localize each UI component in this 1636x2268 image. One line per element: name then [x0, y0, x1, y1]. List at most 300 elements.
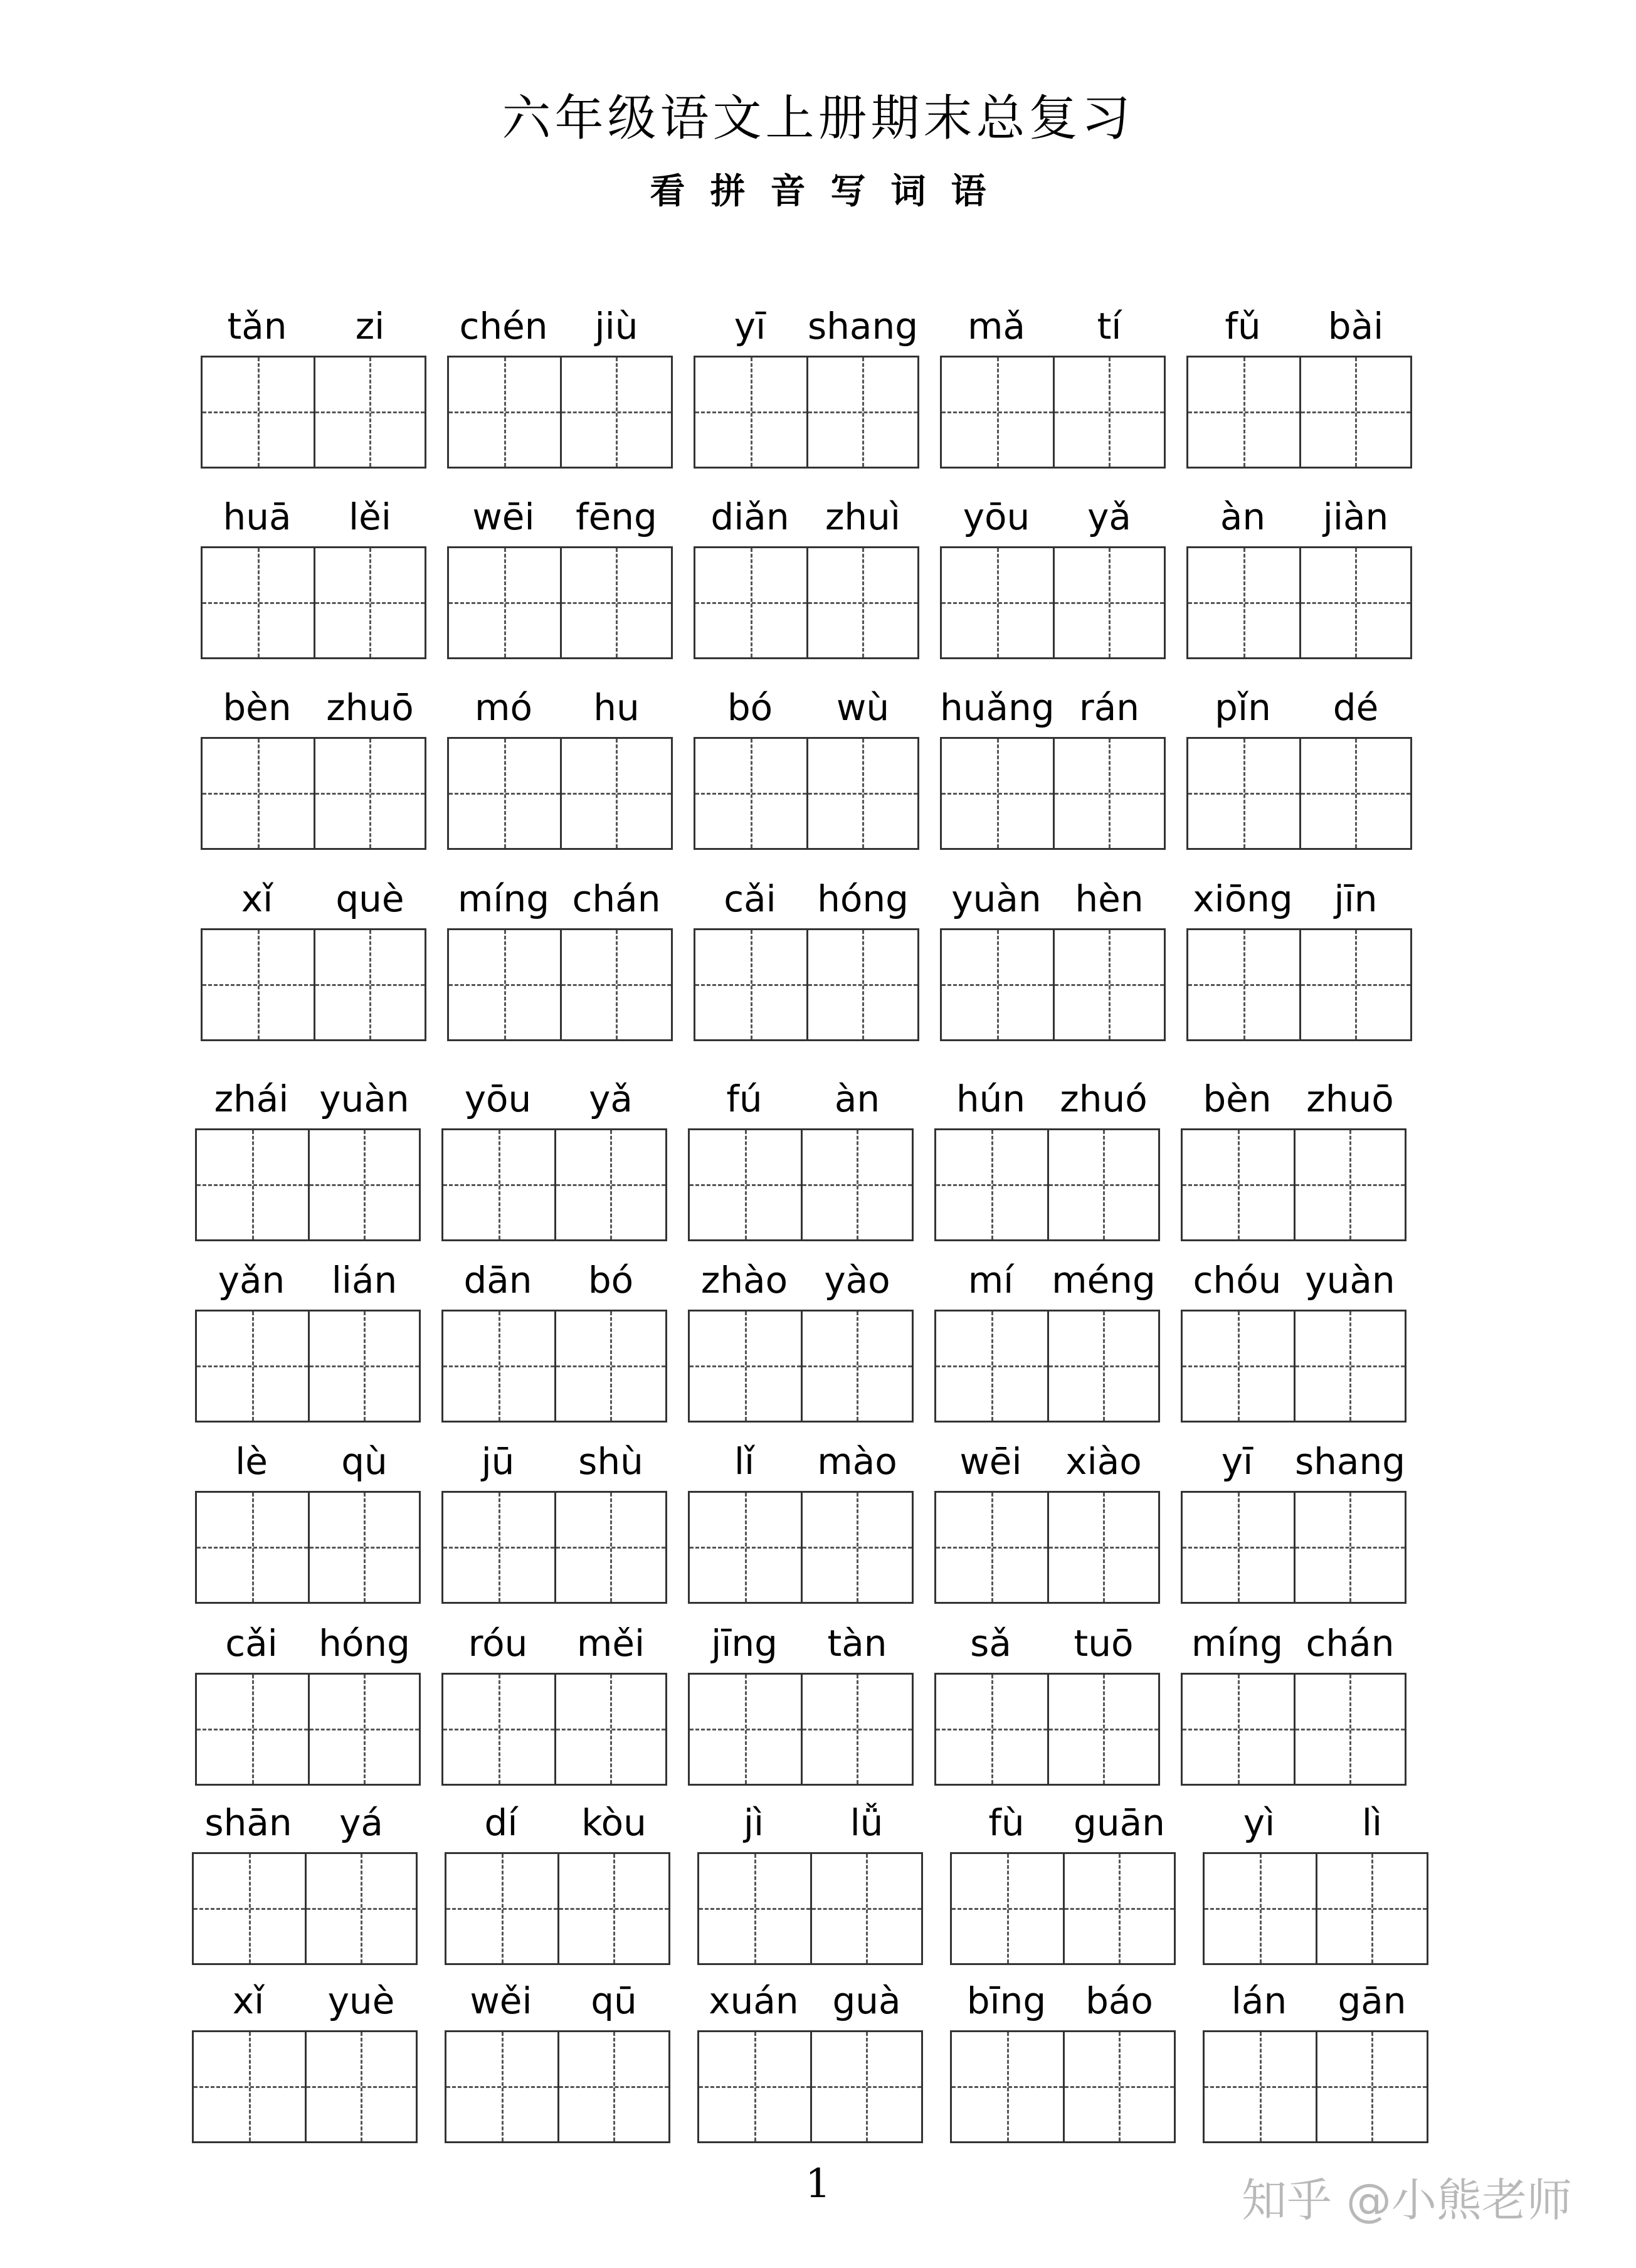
cell-horizontal-guide: [449, 793, 560, 795]
tianzige-cell[interactable]: [203, 739, 314, 848]
tianzige-cell[interactable]: [203, 358, 314, 467]
writing-grid[interactable]: [694, 546, 919, 659]
cell-horizontal-guide: [203, 793, 314, 795]
cell-horizontal-guide: [1049, 1729, 1158, 1730]
pinyin-label: wù: [836, 686, 890, 729]
cell-horizontal-guide: [562, 411, 671, 413]
cell-horizontal-guide: [315, 411, 425, 413]
pinyin-label: yī: [734, 305, 766, 347]
tianzige-cell[interactable]: [1188, 358, 1299, 467]
cell-horizontal-guide: [1188, 411, 1299, 413]
writing-grid[interactable]: [192, 2030, 418, 2143]
cell-horizontal-guide: [1296, 1547, 1405, 1549]
pinyin-label: yī: [1221, 1440, 1253, 1483]
cell-horizontal-guide: [942, 793, 1053, 795]
writing-grid[interactable]: [1203, 1852, 1428, 1965]
pinyin-label: qū: [591, 1979, 637, 2022]
cell-horizontal-guide: [812, 1908, 921, 1910]
writing-grid[interactable]: [1186, 356, 1412, 469]
cell-horizontal-guide: [310, 1729, 419, 1730]
pinyin-label: fēng: [576, 495, 657, 538]
cell-horizontal-guide: [952, 1908, 1063, 1910]
tianzige-cell[interactable]: [952, 2032, 1063, 2141]
writing-grid[interactable]: [694, 356, 919, 469]
tianzige-cell[interactable]: [557, 1854, 668, 1963]
writing-grid[interactable]: [447, 546, 673, 659]
pinyin-label: méng: [1052, 1259, 1156, 1301]
writing-grid[interactable]: [940, 356, 1166, 469]
writing-grid[interactable]: [201, 546, 426, 659]
pinyin-label: zhái: [214, 1078, 289, 1120]
cell-horizontal-guide: [803, 1184, 912, 1186]
tianzige-cell[interactable]: [942, 548, 1053, 657]
pinyin-label: rán: [1079, 686, 1140, 729]
tianzige-cell[interactable]: [557, 2032, 668, 2141]
writing-grid[interactable]: [447, 737, 673, 850]
writing-grid[interactable]: [940, 737, 1166, 850]
tianzige-cell[interactable]: [936, 1493, 1047, 1602]
writing-grid[interactable]: [445, 2030, 670, 2143]
pinyin-label: yá: [339, 1801, 383, 1844]
pinyin-label: bó: [727, 686, 773, 729]
writing-grid[interactable]: [441, 1491, 667, 1604]
cell-horizontal-guide: [808, 602, 917, 604]
cell-horizontal-guide: [203, 602, 314, 604]
pinyin-label: àn: [1220, 495, 1266, 538]
cell-horizontal-guide: [315, 984, 425, 986]
tianzige-cell[interactable]: [806, 930, 917, 1039]
tianzige-cell[interactable]: [695, 930, 806, 1039]
pinyin-label: zhuì: [825, 495, 901, 538]
tianzige-cell[interactable]: [308, 1130, 419, 1239]
pinyin-label: guà: [832, 1979, 901, 2022]
tianzige-cell[interactable]: [1047, 1675, 1158, 1784]
cell-horizontal-guide: [1296, 1184, 1405, 1186]
writing-grid[interactable]: [934, 1128, 1160, 1241]
cell-horizontal-guide: [942, 602, 1053, 604]
tianzige-cell[interactable]: [560, 548, 671, 657]
pinyin-label: zi: [355, 305, 385, 347]
writing-grid[interactable]: [441, 1673, 667, 1786]
tianzige-cell[interactable]: [801, 1130, 912, 1239]
tianzige-cell[interactable]: [1053, 739, 1164, 848]
tianzige-cell[interactable]: [305, 2032, 416, 2141]
writing-grid[interactable]: [1181, 1491, 1406, 1604]
page-title: 六年级语文上册期末总复习: [502, 90, 1134, 147]
tianzige-cell[interactable]: [1299, 739, 1410, 848]
tianzige-cell[interactable]: [554, 1675, 665, 1784]
pinyin-label: yuàn: [951, 877, 1042, 920]
cell-horizontal-guide: [936, 1729, 1047, 1730]
pinyin-label: qù: [341, 1440, 388, 1483]
tianzige-cell[interactable]: [1294, 1312, 1405, 1421]
writing-grid[interactable]: [694, 737, 919, 850]
writing-grid[interactable]: [950, 1852, 1176, 1965]
tianzige-cell[interactable]: [695, 548, 806, 657]
tianzige-cell[interactable]: [314, 548, 425, 657]
cell-horizontal-guide: [203, 411, 314, 413]
writing-grid[interactable]: [1203, 2030, 1428, 2143]
tianzige-cell[interactable]: [699, 1854, 810, 1963]
pinyin-label: tí: [1097, 305, 1122, 347]
tianzige-cell[interactable]: [308, 1312, 419, 1421]
pinyin-label: wēi: [959, 1440, 1022, 1483]
cell-horizontal-guide: [559, 1908, 668, 1910]
cell-horizontal-guide: [1317, 2086, 1427, 2088]
pinyin-label: zhuó: [1060, 1078, 1148, 1120]
writing-grid[interactable]: [934, 1673, 1160, 1786]
pinyin-label: dān: [463, 1259, 532, 1301]
cell-horizontal-guide: [1188, 793, 1299, 795]
cell-horizontal-guide: [936, 1547, 1047, 1549]
pinyin-label: yuè: [327, 1979, 395, 2022]
cell-horizontal-guide: [1183, 1729, 1294, 1730]
pinyin-label: mào: [817, 1440, 897, 1483]
pinyin-label: jīng: [711, 1622, 778, 1665]
writing-grid[interactable]: [940, 928, 1166, 1041]
cell-horizontal-guide: [936, 1365, 1047, 1367]
writing-grid[interactable]: [441, 1310, 667, 1423]
pinyin-label: pǐn: [1215, 686, 1271, 729]
writing-grid[interactable]: [201, 928, 426, 1041]
tianzige-cell[interactable]: [449, 358, 560, 467]
tianzige-cell[interactable]: [1205, 1854, 1316, 1963]
tianzige-cell[interactable]: [1047, 1312, 1158, 1421]
tianzige-cell[interactable]: [560, 358, 671, 467]
cell-horizontal-guide: [1055, 984, 1164, 986]
pinyin-label: wěi: [470, 1979, 532, 2022]
pinyin-label: zhào: [700, 1259, 788, 1301]
writing-grid[interactable]: [445, 1852, 670, 1965]
cell-horizontal-guide: [1301, 793, 1410, 795]
tianzige-cell[interactable]: [810, 1854, 921, 1963]
pinyin-label: gān: [1338, 1979, 1406, 2022]
tianzige-cell[interactable]: [203, 930, 314, 1039]
tianzige-cell[interactable]: [197, 1130, 308, 1239]
pinyin-label: fù: [988, 1801, 1025, 1844]
tianzige-cell[interactable]: [314, 930, 425, 1039]
tianzige-cell[interactable]: [942, 930, 1053, 1039]
tianzige-cell[interactable]: [1063, 1854, 1174, 1963]
tianzige-cell[interactable]: [1188, 548, 1299, 657]
tianzige-cell[interactable]: [806, 548, 917, 657]
tianzige-cell[interactable]: [1183, 1675, 1294, 1784]
tianzige-cell[interactable]: [1053, 930, 1164, 1039]
writing-grid[interactable]: [1181, 1128, 1406, 1241]
pinyin-label: yǎn: [218, 1259, 285, 1301]
writing-grid[interactable]: [195, 1491, 421, 1604]
pinyin-label: róu: [468, 1622, 528, 1665]
pinyin-label: guān: [1074, 1801, 1165, 1844]
tianzige-cell[interactable]: [194, 1854, 305, 1963]
tianzige-cell[interactable]: [1053, 548, 1164, 657]
tianzige-cell[interactable]: [449, 739, 560, 848]
writing-grid[interactable]: [940, 546, 1166, 659]
cell-horizontal-guide: [808, 793, 917, 795]
cell-horizontal-guide: [942, 411, 1053, 413]
writing-grid[interactable]: [447, 356, 673, 469]
pinyin-label: jì: [743, 1801, 764, 1844]
cell-horizontal-guide: [562, 984, 671, 986]
cell-horizontal-guide: [562, 602, 671, 604]
tianzige-cell[interactable]: [952, 1854, 1063, 1963]
tianzige-cell[interactable]: [1299, 548, 1410, 657]
tianzige-cell[interactable]: [1294, 1493, 1405, 1602]
tianzige-cell[interactable]: [443, 1675, 554, 1784]
cell-horizontal-guide: [310, 1365, 419, 1367]
tianzige-cell[interactable]: [305, 1854, 416, 1963]
cell-horizontal-guide: [1049, 1547, 1158, 1549]
pinyin-label: měi: [576, 1622, 645, 1665]
cell-horizontal-guide: [562, 793, 671, 795]
writing-grid[interactable]: [192, 1852, 418, 1965]
tianzige-cell[interactable]: [197, 1675, 308, 1784]
pinyin-label: chán: [1306, 1622, 1395, 1665]
tianzige-cell[interactable]: [942, 358, 1053, 467]
tianzige-cell[interactable]: [449, 930, 560, 1039]
pinyin-label: mí: [968, 1259, 1014, 1301]
tianzige-cell[interactable]: [443, 1130, 554, 1239]
pinyin-label: yào: [824, 1259, 890, 1301]
writing-grid[interactable]: [688, 1310, 914, 1423]
tianzige-cell[interactable]: [446, 2032, 557, 2141]
tianzige-cell[interactable]: [1053, 358, 1164, 467]
writing-grid[interactable]: [934, 1310, 1160, 1423]
writing-grid[interactable]: [697, 1852, 923, 1965]
pinyin-label: xiōng: [1193, 877, 1293, 920]
cell-horizontal-guide: [1301, 602, 1410, 604]
pinyin-label: sǎ: [970, 1622, 1011, 1665]
cell-horizontal-guide: [194, 1908, 305, 1910]
tianzige-cell[interactable]: [308, 1675, 419, 1784]
tianzige-cell[interactable]: [1294, 1675, 1405, 1784]
tianzige-cell[interactable]: [699, 2032, 810, 2141]
tianzige-cell[interactable]: [554, 1493, 665, 1602]
tianzige-cell[interactable]: [936, 1675, 1047, 1784]
tianzige-cell[interactable]: [936, 1312, 1047, 1421]
cell-horizontal-guide: [699, 1908, 810, 1910]
tianzige-cell[interactable]: [314, 739, 425, 848]
cell-horizontal-guide: [690, 1547, 801, 1549]
cell-horizontal-guide: [443, 1184, 554, 1186]
tianzige-cell[interactable]: [197, 1312, 308, 1421]
cell-horizontal-guide: [443, 1729, 554, 1730]
tianzige-cell[interactable]: [806, 358, 917, 467]
cell-horizontal-guide: [1065, 1908, 1174, 1910]
tianzige-cell[interactable]: [560, 739, 671, 848]
pinyin-label: chóu: [1193, 1259, 1282, 1301]
writing-grid[interactable]: [934, 1491, 1160, 1604]
writing-grid[interactable]: [195, 1673, 421, 1786]
cell-horizontal-guide: [695, 984, 806, 986]
tianzige-cell[interactable]: [690, 1493, 801, 1602]
pinyin-label: hu: [593, 686, 640, 729]
pinyin-label: fǔ: [1225, 305, 1261, 347]
tianzige-cell[interactable]: [801, 1312, 912, 1421]
pinyin-label: bèn: [223, 686, 292, 729]
pinyin-label: bó: [588, 1259, 634, 1301]
cell-horizontal-guide: [197, 1365, 308, 1367]
cell-horizontal-guide: [449, 411, 560, 413]
writing-grid[interactable]: [201, 737, 426, 850]
cell-horizontal-guide: [695, 411, 806, 413]
pinyin-label: lǚ: [850, 1801, 884, 1844]
cell-horizontal-guide: [556, 1365, 665, 1367]
pinyin-label: xuán: [709, 1979, 799, 2022]
tianzige-cell[interactable]: [1188, 930, 1299, 1039]
cell-horizontal-guide: [1205, 2086, 1316, 2088]
tianzige-cell[interactable]: [1047, 1130, 1158, 1239]
pinyin-label: àn: [834, 1078, 880, 1120]
writing-grid[interactable]: [447, 928, 673, 1041]
tianzige-cell[interactable]: [554, 1312, 665, 1421]
tianzige-cell[interactable]: [203, 548, 314, 657]
cell-horizontal-guide: [803, 1365, 912, 1367]
pinyin-label: lěi: [349, 495, 391, 538]
pinyin-label: chán: [572, 877, 661, 920]
tianzige-cell[interactable]: [1299, 358, 1410, 467]
cell-horizontal-guide: [1049, 1184, 1158, 1186]
tianzige-cell[interactable]: [1299, 930, 1410, 1039]
pinyin-label: zhuō: [326, 686, 414, 729]
pinyin-label: shang: [807, 305, 919, 347]
pinyin-label: bīng: [966, 1979, 1047, 2022]
tianzige-cell[interactable]: [560, 930, 671, 1039]
writing-grid[interactable]: [688, 1673, 914, 1786]
tianzige-cell[interactable]: [801, 1675, 912, 1784]
tianzige-cell[interactable]: [806, 739, 917, 848]
pinyin-label: yōu: [464, 1078, 532, 1120]
tianzige-cell[interactable]: [449, 548, 560, 657]
tianzige-cell[interactable]: [1047, 1493, 1158, 1602]
tianzige-cell[interactable]: [690, 1675, 801, 1784]
pinyin-label: tàn: [827, 1622, 887, 1665]
pinyin-label: hóng: [817, 877, 909, 920]
writing-grid[interactable]: [1181, 1310, 1406, 1423]
cell-horizontal-guide: [197, 1729, 308, 1730]
pinyin-label: cǎi: [724, 877, 776, 920]
pinyin-label: yì: [1243, 1801, 1275, 1844]
pinyin-label: tuō: [1074, 1622, 1134, 1665]
pinyin-label: cǎi: [225, 1622, 278, 1665]
writing-grid[interactable]: [1186, 928, 1412, 1041]
cell-horizontal-guide: [203, 984, 314, 986]
pinyin-label: xǐ: [232, 1979, 265, 2022]
writing-grid[interactable]: [1181, 1673, 1406, 1786]
tianzige-cell[interactable]: [1294, 1130, 1405, 1239]
cell-horizontal-guide: [443, 1365, 554, 1367]
pinyin-label: yǎ: [589, 1078, 633, 1120]
cell-horizontal-guide: [1301, 984, 1410, 986]
cell-horizontal-guide: [310, 1184, 419, 1186]
cell-horizontal-guide: [936, 1184, 1047, 1186]
writing-grid[interactable]: [195, 1128, 421, 1241]
tianzige-cell[interactable]: [810, 2032, 921, 2141]
pinyin-label: lì: [1361, 1801, 1383, 1844]
tianzige-cell[interactable]: [314, 358, 425, 467]
tianzige-cell[interactable]: [308, 1493, 419, 1602]
pinyin-label: yuàn: [319, 1078, 409, 1120]
tianzige-cell[interactable]: [936, 1130, 1047, 1239]
cell-horizontal-guide: [1296, 1729, 1405, 1730]
cell-horizontal-guide: [1065, 2086, 1174, 2088]
writing-grid[interactable]: [195, 1310, 421, 1423]
tianzige-cell[interactable]: [1183, 1130, 1294, 1239]
tianzige-cell[interactable]: [1183, 1312, 1294, 1421]
tianzige-cell[interactable]: [942, 739, 1053, 848]
tianzige-cell[interactable]: [1183, 1493, 1294, 1602]
cell-horizontal-guide: [194, 2086, 305, 2088]
tianzige-cell[interactable]: [443, 1312, 554, 1421]
page-number: 1: [805, 2161, 831, 2207]
pinyin-label: lán: [1231, 1979, 1287, 2022]
cell-horizontal-guide: [446, 1908, 557, 1910]
pinyin-label: què: [335, 877, 404, 920]
tianzige-cell[interactable]: [446, 1854, 557, 1963]
tianzige-cell[interactable]: [1316, 1854, 1427, 1963]
tianzige-cell[interactable]: [443, 1493, 554, 1602]
pinyin-label: shù: [578, 1440, 643, 1483]
pinyin-label: hóng: [319, 1622, 410, 1665]
cell-horizontal-guide: [803, 1729, 912, 1730]
tianzige-cell[interactable]: [695, 358, 806, 467]
writing-grid[interactable]: [950, 2030, 1176, 2143]
pinyin-label: dí: [484, 1801, 518, 1844]
writing-grid[interactable]: [441, 1128, 667, 1241]
pinyin-label: mó: [475, 686, 532, 729]
pinyin-label: tǎn: [227, 305, 287, 347]
pinyin-label: jiàn: [1322, 495, 1389, 538]
pinyin-label: wēi: [472, 495, 535, 538]
pinyin-label: hèn: [1075, 877, 1144, 920]
writing-grid[interactable]: [1186, 546, 1412, 659]
tianzige-cell[interactable]: [194, 2032, 305, 2141]
writing-grid[interactable]: [688, 1128, 914, 1241]
tianzige-cell[interactable]: [1205, 2032, 1316, 2141]
tianzige-cell[interactable]: [1063, 2032, 1174, 2141]
cell-horizontal-guide: [443, 1547, 554, 1549]
tianzige-cell[interactable]: [695, 739, 806, 848]
tianzige-cell[interactable]: [801, 1493, 912, 1602]
tianzige-cell[interactable]: [690, 1312, 801, 1421]
pinyin-label: lè: [235, 1440, 268, 1483]
tianzige-cell[interactable]: [1316, 2032, 1427, 2141]
watermark: 知乎 @小熊老师: [1242, 2174, 1572, 2227]
pinyin-label: míng: [457, 877, 550, 920]
cell-horizontal-guide: [1188, 602, 1299, 604]
pinyin-label: fú: [726, 1078, 763, 1120]
cell-horizontal-guide: [315, 602, 425, 604]
pinyin-label: jīn: [1334, 877, 1378, 920]
pinyin-label: kòu: [581, 1801, 646, 1844]
cell-horizontal-guide: [952, 2086, 1063, 2088]
tianzige-cell[interactable]: [690, 1130, 801, 1239]
tianzige-cell[interactable]: [1188, 739, 1299, 848]
tianzige-cell[interactable]: [554, 1130, 665, 1239]
pinyin-label: chén: [459, 305, 548, 347]
writing-grid[interactable]: [1186, 737, 1412, 850]
writing-grid[interactable]: [688, 1491, 914, 1604]
writing-grid[interactable]: [697, 2030, 923, 2143]
tianzige-cell[interactable]: [197, 1493, 308, 1602]
pinyin-label: míng: [1191, 1622, 1284, 1665]
pinyin-label: lián: [331, 1259, 398, 1301]
cell-horizontal-guide: [1183, 1365, 1294, 1367]
cell-horizontal-guide: [559, 2086, 668, 2088]
pinyin-label: hún: [956, 1078, 1026, 1120]
writing-grid[interactable]: [201, 356, 426, 469]
writing-grid[interactable]: [694, 928, 919, 1041]
